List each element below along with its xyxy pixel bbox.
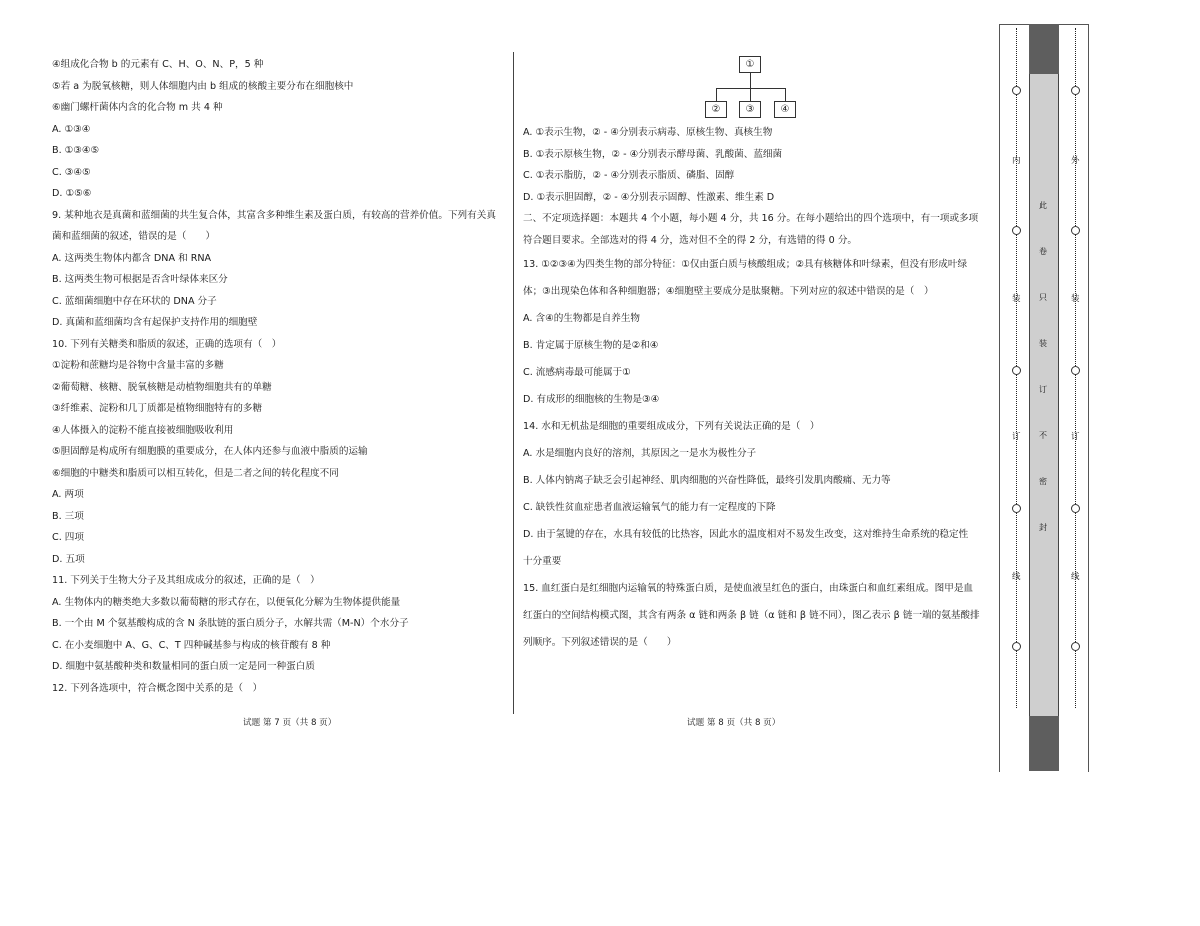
binding-inner-label: 线 [1012, 572, 1021, 582]
left-text-line: ⑥细胞的中糖类和脂质可以相互转化，但是二者之间的转化程度不同 [52, 467, 339, 479]
binding-strip [1029, 74, 1059, 716]
right-text-line: C. 流感病毒最可能属于① [523, 367, 631, 378]
left-text-line: D. 细胞中氨基酸种类和数量相同的蛋白质一定是同一种蛋白质 [52, 661, 315, 672]
diagram-node-child: ④ [774, 101, 796, 118]
binding-inner-label: 内 [1012, 156, 1021, 166]
left-text-line: B. 一个由 M 个氨基酸构成的含 N 条肽链的蛋白质分子，水解共需（M-N）个水分子 [52, 618, 409, 629]
right-text-line: D. 由于氢键的存在，水具有较低的比热容，因此水的温度相对不易发生改变，这对维持生命系统的稳定性 [523, 529, 969, 540]
right-text-line: A. 含④的生物都是自养生物 [523, 313, 641, 324]
right-text-line: C. 缺铁性贫血症患者血液运输氧气的能力有一定程度的下降 [523, 502, 776, 513]
left-text-line: ⑤胆固醇是构成所有细胞膜的重要成分，在人体内还参与血液中脂质的运输 [52, 446, 368, 457]
binding-outer-label: 线 [1071, 572, 1080, 582]
diagram-connector [785, 88, 786, 101]
right-text-line: D. ①表示胆固醇，② - ④分别表示固醇、性激素、维生素 D [523, 191, 775, 203]
left-text-line: C. 在小麦细胞中 A、G、C、T 四种碱基参与构成的核苷酸有 8 种 [52, 639, 331, 651]
binding-inner-label: 装 [1012, 294, 1021, 304]
binding-hole-icon [1012, 366, 1021, 375]
page-footer-right: 试题 第 8 页（共 8 页） [687, 718, 781, 728]
binding-hole-icon [1012, 504, 1021, 513]
right-text-line: 十分重要 [523, 556, 562, 567]
left-text-line: ④人体摄入的淀粉不能直接被细胞吸收利用 [52, 424, 234, 436]
left-text-line: C. 四项 [52, 532, 84, 543]
diagram-node-child: ③ [739, 101, 761, 118]
binding-strip-label: 只 [1039, 293, 1047, 302]
left-text-line: 菌和蓝细菌的叙述，错误的是（ ） [52, 231, 216, 242]
binding-strip-label: 此 [1039, 201, 1047, 210]
left-text-line: D. ①⑤⑥ [52, 188, 92, 199]
concept-diagram [523, 54, 983, 122]
binding-hole-icon [1071, 86, 1080, 95]
right-text-line: A. 水是细胞内良好的溶剂，其原因之一是水为极性分子 [523, 448, 757, 459]
diagram-connector [750, 88, 751, 101]
right-text-line: 15. 血红蛋白是红细胞内运输氧的特殊蛋白质，是使血液呈红色的蛋白，由珠蛋白和血红素组成。图甲是血 [523, 583, 974, 594]
right-text-line: 红蛋白的空间结构模式图，其含有两条 α 链和两条 β 链（α 链和 β 链不同），图乙表示 β 链一端的氨基酸排 [523, 610, 980, 621]
binding-hole-icon [1071, 504, 1080, 513]
diagram-connector [716, 88, 717, 101]
right-text-line: D. 有成形的细胞核的生物是③④ [523, 394, 660, 405]
left-column [52, 54, 502, 699]
binding-strip-label: 卷 [1039, 247, 1047, 256]
binding-strip-label: 装 [1039, 339, 1047, 348]
binding-hole-icon [1012, 642, 1021, 651]
left-text-line: A. ①③④ [52, 123, 91, 135]
binding-hole-icon [1012, 226, 1021, 235]
left-text-line: ④组成化合物 b 的元素有 C、H、O、N、P，5 种 [52, 59, 264, 70]
right-text-line: B. ①表示原核生物，② - ④分别表示酵母菌、乳酸菌、蓝细菌 [523, 148, 783, 160]
left-text-line: ②葡萄糖、核糖、脱氧核糖是动植物细胞共有的单糖 [52, 381, 272, 393]
right-text-line: 14. 水和无机盐是细胞的重要组成成分，下列有关说法正确的是（ ） [523, 421, 820, 432]
right-text-line: 体；③出现染色体和各种细胞器；④细胞壁主要成分是肽聚糖。下列对应的叙述中错误的是（ ） [523, 286, 934, 297]
binding-border-line [1059, 24, 1089, 25]
diagram-connector [750, 73, 751, 88]
binding-strip-cap [1029, 24, 1059, 74]
page-footer-left: 试题 第 7 页（共 8 页） [243, 718, 337, 728]
diagram-node-child: ② [705, 101, 727, 118]
diagram-connector [716, 88, 786, 89]
left-text-line: ③纤维素、淀粉和几丁质都是植物细胞特有的多糖 [52, 403, 263, 414]
right-column [523, 54, 983, 656]
left-text-line: ⑥幽门螺杆菌体内含的化合物 m 共 4 种 [52, 102, 223, 113]
binding-border-line [1088, 24, 1089, 772]
binding-hole-icon [1012, 86, 1021, 95]
binding-strip-label: 订 [1039, 385, 1047, 394]
binding-outer-label: 装 [1071, 294, 1080, 304]
left-text-line: B. ①③④⑤ [52, 145, 100, 156]
binding-hole-icon [1071, 642, 1080, 651]
right-text-line: 列顺序。下列叙述错误的是（ ） [523, 637, 677, 648]
questions-13-15 [523, 251, 983, 656]
right-text-line: A. ①表示生物，② - ④分别表示病毒、原核生物、真核生物 [523, 127, 773, 138]
right-text-line: C. ①表示脂肪，② - ④分别表示脂质、磷脂、固醇 [523, 170, 735, 181]
binding-margin [999, 24, 1089, 772]
left-text-line: 11. 下列关于生物大分子及其组成成分的叙述，正确的是（ ） [52, 575, 320, 586]
left-text-line: ①淀粉和蔗糖均是谷物中含量丰富的多糖 [52, 360, 224, 371]
binding-outer-label: 外 [1071, 156, 1080, 166]
binding-inner-label: 订 [1012, 432, 1021, 442]
right-text-line: 13. ①②③④为四类生物的部分特征：①仅由蛋白质与核酸组成；②具有核糖体和叶绿素，但没有形成叶绿 [523, 259, 968, 270]
left-text-line: D. 真菌和蓝细菌均含有起保护支持作用的细胞壁 [52, 317, 258, 328]
binding-strip-label: 封 [1039, 523, 1047, 532]
left-text-line: C. 蓝细菌细胞中存在环状的 DNA 分子 [52, 295, 217, 307]
binding-hole-icon [1071, 226, 1080, 235]
left-text-line: A. 这两类生物体内都含 DNA 和 RNA [52, 252, 212, 264]
diagram-node-top: ① [739, 56, 761, 73]
binding-border-line [999, 24, 1000, 772]
left-text-line: A. 两项 [52, 489, 84, 500]
binding-strip-label: 密 [1039, 477, 1047, 486]
binding-border-line [999, 24, 1029, 25]
right-text-line: B. 肯定属于原核生物的是②和④ [523, 340, 659, 351]
column-divider [513, 52, 514, 714]
question-12-options [523, 122, 983, 251]
binding-strip-label: 不 [1039, 431, 1047, 440]
left-text-line: 10. 下列有关糖类和脂质的叙述，正确的选项有（ ） [52, 338, 282, 350]
left-text-line: ⑤若 a 为脱氧核糖，则人体细胞内由 b 组成的核酸主要分布在细胞核中 [52, 80, 354, 92]
right-text-line: 符合题目要求。全部选对的得 4 分，选对但不全的得 2 分，有选错的得 0 分。 [523, 234, 858, 246]
left-text-line: C. ③④⑤ [52, 166, 91, 178]
left-text-line: 12. 下列各选项中，符合概念图中关系的是（ ） [52, 682, 263, 694]
binding-outer-label: 订 [1071, 432, 1080, 442]
right-text-line: 二、不定项选择题：本题共 4 个小题，每小题 4 分，共 16 分。在每小题给出的四个选项中，有一项或多项 [523, 213, 979, 224]
binding-strip-cap [1029, 716, 1059, 771]
left-text-line: D. 五项 [52, 553, 85, 565]
right-text-line: B. 人体内钠离子缺乏会引起神经、肌肉细胞的兴奋性降低，最终引发肌肉酸痛、无力等 [523, 475, 891, 486]
left-text-line: A. 生物体内的糖类绝大多数以葡萄糖的形式存在，以便氧化分解为生物体提供能量 [52, 596, 401, 608]
left-text-line: B. 这两类生物可根据是否含叶绿体来区分 [52, 274, 228, 285]
left-text-line: B. 三项 [52, 510, 84, 522]
left-text-line: 9. 某种地衣是真菌和蓝细菌的共生复合体，其富含多种维生素及蛋白质，有较高的营养价值。下列有关真 [52, 209, 496, 221]
binding-hole-icon [1071, 366, 1080, 375]
